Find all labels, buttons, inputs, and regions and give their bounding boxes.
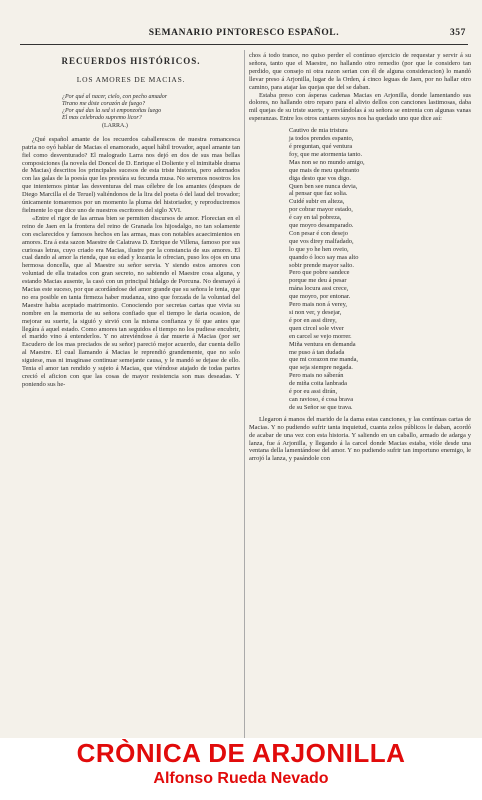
poem-line: Con pesar é con desejo [289,229,348,237]
poem-line: sobir prende mayor salto. [289,261,354,269]
poem-line: é cay en tal pobreza, [289,214,342,222]
header-rule [20,44,468,45]
poem-line: Cautivo de mia tristura [289,127,348,135]
epigraph-line: ¿Por qué al nacer, cielo, con pecho amador [62,93,168,100]
right-column [249,52,471,463]
poem-line: que mi corazon me manda, [289,356,359,364]
poem-line: que moyro, por entonar. [289,293,351,301]
poem-line: foy, que me atormenta tanto. [289,150,363,158]
poem-line: que mais de meu quebranto [289,166,360,174]
running-title: SEMANARIO PINTORESCO ESPAÑOL. [148,28,340,38]
poem-line: que seja siempre negada. [289,364,353,372]
poem-line: é preguntan, qué ventura [289,142,353,150]
article-title: LOS AMORES DE MACIAS. [76,74,186,84]
poem-line: Pero que pobre sandece [289,269,350,277]
body-paragraph: Estaba preso con ásperas cadenas Macias en Arjonilla, donde lamentando sus dolores, no hallando otro reparo para el alivio dellos con canciones lastimosas, daba mil quejas de su triste suerte, y enviándolas á su señora se entrenia con algunas vanas esperanzas. Entre los otros cantares suyos nos ha quedado uno que dice así: [249,91,471,123]
poem-line: de su Señor se que trava. [289,403,353,411]
poem-line: Quen ben see nunca devia, [289,182,358,190]
poem-line: si non ver, y desejar, [289,309,342,316]
running-header [20,28,468,42]
poem-line: que vos direy malfadado, [289,237,354,245]
poem-line: Mas non se no mundo amigo, [289,158,365,166]
poem-line: é por en assi direy, [289,316,337,324]
column-divider [244,50,245,740]
poem-line: é por eu assi dirán, [289,388,338,396]
poem-line: quen circel sole viver [289,324,344,332]
banner-title: CRÒNICA DE ARJONILLA [76,738,406,768]
poem-line: Cuidé subir en alteza, [289,198,345,206]
body-paragraph: chos á todo trance, no quiso perder el contínuo ejercicio de requestar y servir á su señora, tanto que el Maestre, no hallando otro remedio (por que le considero tan perdido, que consejo ni otra razon serian con él de alguna consideracion) lo mandó llevar preso á Arjonilla, lugar de la Orden, á cinco leguas de Jaen, por no hallar otro camino, para atajar las quejas que del se daban. [249,52,471,91]
page-number: 357 [449,28,466,38]
poem-line: can ravioso, é cosa brava [289,395,354,403]
banner-author: Alfonso Rueda Nevado [153,770,329,787]
poem-line: quando ó loco say mas alto [289,253,359,261]
section-heading: RECUERDOS HISTÓRICOS. [61,56,201,66]
poem-line: que moyro desamparado. [289,222,354,230]
epigraph-line: Tirano me diste corazón de fuego? [62,101,146,108]
chronicle-banner [0,738,482,800]
poem-line: porque me deu á pesar [289,277,347,285]
poem-line: en carcel se vejo morrer. [289,332,352,340]
poem-line: por cobrar mayor estado, [289,206,353,214]
poem-line: me puso á tan dudada [289,348,345,356]
poem-line: lo que yo he hen oveio, [289,245,349,253]
epigraph-line: ¿Por qué das la sed si emponzoñas luego [62,108,162,115]
epigraph [62,94,240,130]
poem-line: de miña coita lanbrada [289,380,348,388]
poem-line: Pero mais non á verey, [289,301,347,309]
poem-line: Pero mais no sáberán [289,372,344,380]
poem-line: Miña ventura en demanda [289,340,356,348]
poem-line: ja todos prendes espanto, [289,135,354,143]
poem-line: al pensar que faz solia. [289,190,348,198]
epigraph-author: (LARRA.) [102,122,128,129]
poem [289,127,471,412]
body-paragraph: ¿Qué español amante de los recuerdos caballerescos de nuestra romancesca patria no oyó hablar de Macias el enamorado, aquel hábil trovador, aquel amante tan fiel como desventurado? El malogrado Larra nos dejó en dos de sus mas bellas composiciones (la novela del Doncel de D. Enrique el Doliente y el inimitable drama de Macias) descritos los principales sucesos de esta triste historia, pero adornados con las galas de la poesía que les prestára su fecunda musa. No seremos nosotros los que intentemos pintar las desventuras del mas célebre de los amantes (despues de Diego Marcilla el de Teruel) valiéndonos de la lira del poeta ó del laud del trovador; únicamente tomaremos por un momento la pluma del historiador, y reproduciremos fielmente lo que dice uno de nuestros escritores del siglo XVI. [22,135,240,214]
left-column [22,52,240,389]
epigraph-line: El mas celebrado supremo licor? [62,115,142,122]
poem-line: diga desto que vos digo. [289,174,351,182]
body-paragraph: Llegaron á manos del marido de la dama estas canciones, y las contínuas cartas de Macias. Y no pudiendo sufrir tanta inquietud, cuanta zelos públicos le daban, acordó de acabar de una vez con esta historia. Y saliendo en un caballo, armado de adarga y lanza, fue á Arjonilla, y llegando á la carcel donde Macias estaba, vióle desde una ventana della lamentándose del amor. Y no pudiendo sufrir tan importuno enemigo, le arrojó la lanza, y pasándole con [249,415,471,463]
poem-line: mána locura assi crece, [289,285,349,293]
body-paragraph: «Entre el rigor de las armas bien se permiten discursos de amor. Florecian en el reino de Jaen en la frontera del reino de Granada los hijosdalgo, no tan solamente con esclarecidos y famosos hechos en las armas, mas con notables acaecimientos en amores. Era á esta sazon Maestre de Calatrava D. Enrique de Villena, famoso por sus curiosas letras, cuyo criado era Macias, ilustre por la constancia de sus amores. El cual dando al amor la rienda, que su edad y lozania le ofrecian, puso los ojos en una hermosa doncella, que al Maestre su señor servia. Y siendo estos amores con voluntad de ella tratados con gran secreto, no sabiendo el Maestre cosa alguna, y estando Macias ausente, la casó con un principal hidalgo de Porcuna. No desmayó á Macias este suceso, por que acordándose del amor grande que su señora le tenia, que no era posible en tanta firmeza haber mudanza, sino que forzada de la voluntad del Maestre habia aceptado matrimonio. Conociendo por secretas cartas que vivia su nombre en la memoria de su señora confiado que el tiempo le daria ocasion, de mejorar su suerte, la siguió y sirvió con la misma confianza y fé que antes que llegára á aquel estado. Como amores tan seguidos el tiempo no los pudiese encubrir, el marido vino á entenderlos. Y no atreviéndose á dar muerte á Macias (por ser Escudero de los mas preciados de su señor) pareció mejor acuerdo, dar cuenta dello al Maestre. El cual llamando á Macias le reprendió grandemente, que no solo siguiese, mas ni imaginase continuar semejante causa, y le mandó se dejase de ello. Tenia el amor tan rendido y sujeto á Macias, que viéndose atajado de todas partes creció el aficion con que las cosas de mayor resistencia son mas deseadas. Y poniendo sus he- [22,214,240,388]
